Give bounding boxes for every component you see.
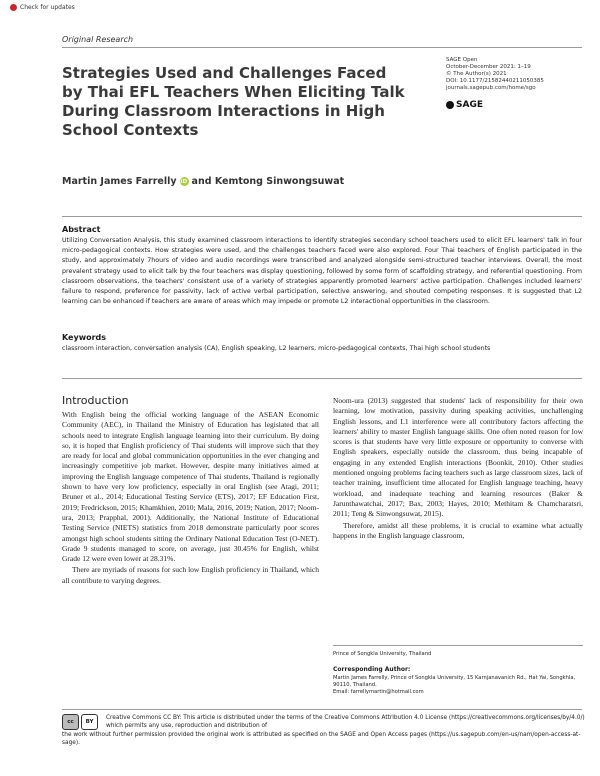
journal-info [446,57,576,92]
body-paragraph: With English being the official working language of the ASEAN Economic Community (AEC), in Thailand the Ministry of Education has legislated that all schools need to integrate English language learning into their curriculum. By doing so, it is hoped that English proficiency of Thai students will improve such that they are ready for local and global communication opportunities in the ever changing and increasingly competitive job market. However, despite many initiatives aimed at improving the English language competence of Thai students, Thailand is regionally shown to have very low proficiency, especially in oral English (see Atagi, 2011; Bruner et al., 2014; Educational Testing Service (ETS), 2017; EF Education First, 2019; Fredrickson, 2015; Khamkhien, 2010; Mala, 2016, 2019; Nation, 2017; Noom-ura, 2013; Prapphal, 2001). Additionally, the National Institute of Educational Testing Service (NIETS) statistics from 2018 demonstrate particularly poor scores amongst high school students sitting the Ordinary National Education Test (O-NET). Grade 9 students managed to score, on average, just 30.45% for English, whilst Grade 12 were even lower at 28.31%. [62,410,319,564]
journal-doi[interactable]: DOI: 10.1177/21582440211050385 [446,78,544,84]
header-rule [62,47,582,48]
corresponding-address: Martin James Farrelly, Prince of Songkla University, 15 Karnjanavanich Rd., Hat Yai, Songkhla, 90110, Thailand. [333,675,576,689]
keywords-rule [62,378,582,379]
author-rest: and Kemtong Sinwongsuwat [191,176,345,187]
affiliation: Prince of Songkla University, Thailand [333,651,432,657]
footnote-rule [333,645,583,646]
keywords-text: classroom interaction, conversation analysis (CA), English speaking, L2 learners, micro-pedagogical contexts, Thai high school students [62,345,491,352]
license-rule [62,709,582,710]
sage-mark-icon [446,101,454,109]
license-text-line1: Creative Commons CC BY: This article is distributed under the terms of the Creative Commons Attribution 4.0 License (https://creativecommons.org/licenses/by/4.0/) which permits any use, reproduction and distribution of [106,715,585,730]
journal-line: SAGE Open [446,57,478,63]
cc-badge: cc [62,714,79,730]
body-paragraph: Noom-ura (2013) suggested that students' lack of responsibility for their own learning, low motivation, passivity during speaking activities, unchallenging English lessons, and L1 interference were all contributory factors affecting the learners' ability to master English language skills. One often noted reason for low scores is that students have very little exposure or opportunity to converse with English speakers, especially outside the classroom, thus being incapable of engaging in any extended English interactions (Boonkit, 2010). Other studies mentioned ongoing problems facing teachers such as large classroom sizes, lack of teacher training, insufficient time allocated for English language teaching, heavy workload, and inadequate teaching and learning resources (Baker & Jarunthawatchai, 2017; Bax, 2003; Hayes, 2010; Methitam & Chamcharatsri, 2011; Teng & Sinwongsuwat, 2015). [333,396,583,519]
sage-logo [446,100,483,110]
journal-url[interactable]: journals.sagepub.com/home/sgo [446,85,536,91]
check-for-updates-badge[interactable] [10,4,75,11]
corresponding-author-details [333,675,583,697]
journal-line: October-December 2021: 1–19 [446,64,531,70]
corresponding-author-heading: Corresponding Author: [333,666,411,673]
introduction-heading: Introduction [62,394,129,407]
license-text-line2: the work without further permission provided the original work is attributed as specified on the SAGE and Open Access pages (https://us.sagepub.com/en-us/nam/open-access-at-sage). [62,732,581,747]
author-list [62,176,344,187]
body-paragraph: Therefore, amidst all these problems, it is crucial to examine what actually happens in the English language classroom, [333,520,583,540]
sage-logo-text: SAGE [456,100,483,110]
check-for-updates-label: Check for updates [20,4,75,11]
cc-by-badge: BY [81,714,98,730]
abstract-text: Utilizing Conversation Analysis, this study examined classroom interactions to identify strategies secondary school teachers used to elicit EFL learners' talk in four micro-pedagogical contexts. How strategies were used, and the challenges teachers faced were also explored. Four Thai teachers of English participated in the study, and approximately 7hours of video and audio recordings were transcribed and analyzed alongside semi-structured teacher interviews. Overall, the most prevalent strategy used to elicit talk by the four teachers was display questioning, followed by some form of scaffolding strategy, and referential questioning. From classroom observations, the teachers' consistent use of a variety of strategies apparently promoted learners' active participation. Challenges included learners' failure to respond, preference for passivity, lack of active verbal participation, selective answering, and shouted competing responses. It is suggested that L2 learning can be enhanced if teachers are aware of areas which may impede or promote L2 interactional opportunities in the classroom. [62,237,582,306]
section-label: Original Research [62,35,134,44]
body-column-left [62,410,319,586]
body-column-right [333,396,583,541]
author-first: Martin James Farrelly [62,176,177,187]
abstract-rule [62,216,582,217]
orcid-icon[interactable]: iD [180,178,188,185]
check-for-updates-icon [10,4,17,11]
abstract-heading: Abstract [62,225,101,234]
body-paragraph: There are myriads of reasons for such low English proficiency in Thailand, which all contribute to varying degrees. [62,565,319,585]
corresponding-email[interactable]: Email: farrellymartin@hotmail.com [333,689,424,696]
article-title: Strategies Used and Challenges Faced by Thai EFL Teachers When Eliciting Talk During Classroom Interactions in High School Contexts [62,64,405,139]
keywords-heading: Keywords [62,333,107,342]
journal-line: © The Author(s) 2021 [446,71,507,77]
creative-commons-icon[interactable] [62,714,98,730]
